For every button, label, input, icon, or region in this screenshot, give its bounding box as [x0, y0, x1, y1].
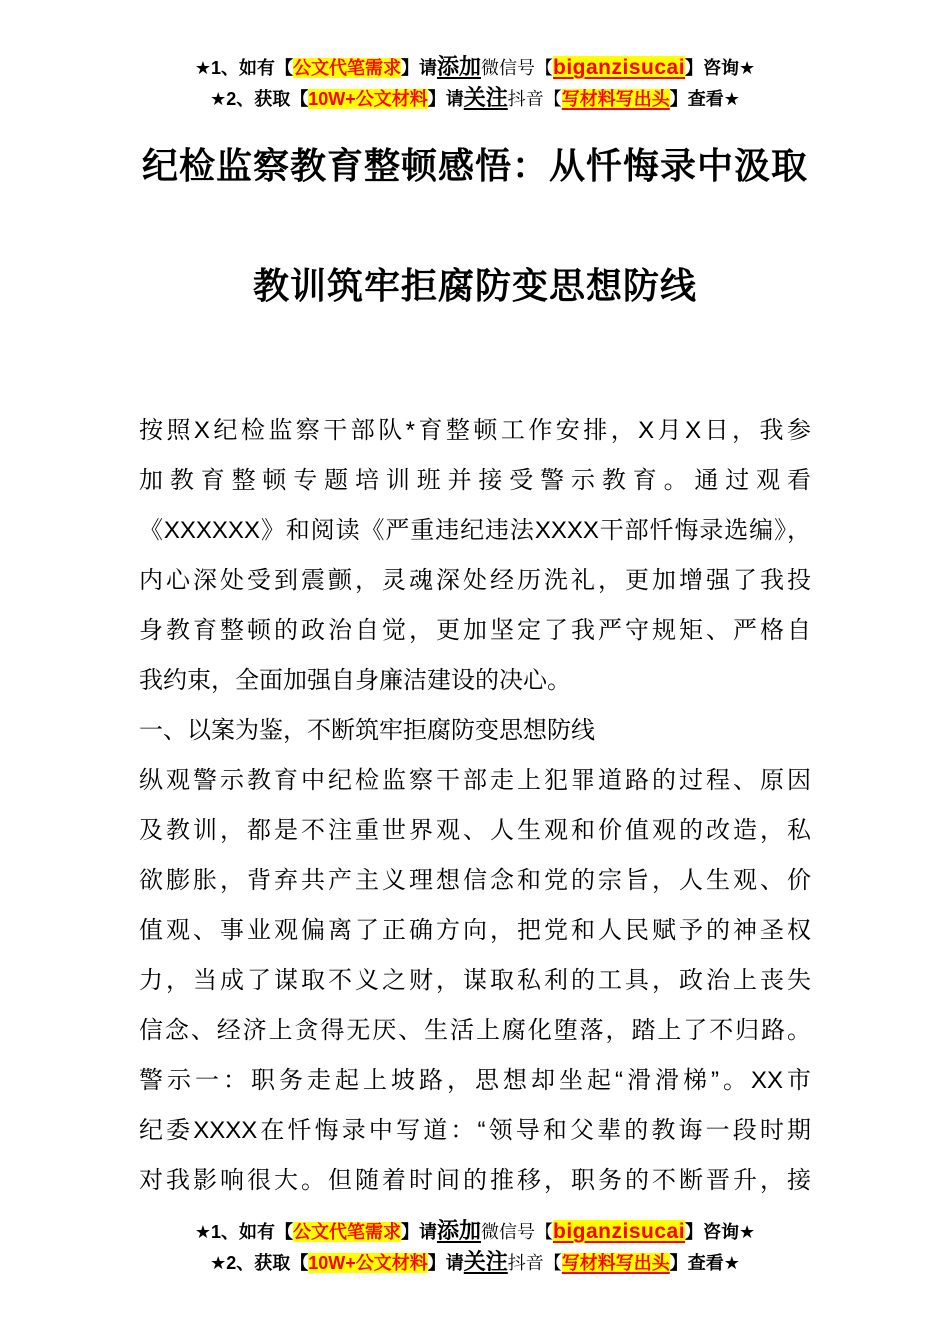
promo-header — [0, 0, 950, 114]
promo-footer-line-1 — [0, 1216, 950, 1247]
body-text-line: 纵观警示教育中纪检监察干部走上犯罪道路的过程、原因 — [139, 767, 811, 794]
promo-add-action: 添加 — [436, 1218, 481, 1243]
body-text-line: 身教育整顿的政治自觉，更加坚定了我严守规矩、严格自 — [139, 617, 811, 644]
body-text-line: 力，当成了谋取不义之财，谋取私利的工具，政治上丧失 — [139, 967, 811, 994]
body-text-line: 一、以案为鉴，不断筑牢拒腐防变思想防线 — [139, 717, 595, 744]
promo-wechat-id: biganzisucai — [553, 56, 686, 79]
promo-text: 】查看★ — [669, 1253, 740, 1273]
promo-header-line-2 — [0, 83, 950, 114]
promo-text: 】咨询★ — [685, 1222, 756, 1242]
body-text-line: 信念、经济上贪得无厌、生活上腐化堕落，踏上了不归路。 — [139, 1017, 811, 1044]
promo-text: ★2、获取【 — [210, 89, 309, 109]
body-text-line: 按照X纪检监察干部队*育整顿工作安排，X月X日，我参 — [139, 417, 811, 444]
promo-text: 微信号【 — [481, 58, 553, 78]
promo-highlight-materials: 10W+公文材料 — [308, 1253, 428, 1273]
promo-douyin-name: 写材料写出头 — [561, 1253, 670, 1273]
promo-footer — [0, 1216, 950, 1278]
promo-text: 抖音【 — [507, 89, 562, 109]
promo-text: 抖音【 — [507, 1253, 562, 1273]
promo-highlight-materials: 10W+公文材料 — [308, 89, 428, 109]
body-text-line: 我约束，全面加强自身廉洁建设的决心。 — [139, 667, 571, 694]
promo-wechat-id: biganzisucai — [553, 1220, 686, 1243]
promo-text: ★1、如有【 — [194, 58, 293, 78]
promo-text: ★1、如有【 — [194, 1222, 293, 1242]
promo-text: 】请 — [427, 1253, 464, 1273]
promo-text: 】咨询★ — [685, 58, 756, 78]
promo-text: ★2、获取【 — [210, 1253, 309, 1273]
promo-text: 微信号【 — [481, 1222, 553, 1242]
promo-highlight-writing-service: 公文代笔需求 — [292, 1222, 401, 1242]
body-text-line: 加教育整顿专题培训班并接受警示教育。通过观看 — [139, 467, 811, 494]
promo-add-action: 添加 — [436, 54, 481, 79]
body-text-line: 内心深处受到震颤，灵魂深处经历洗礼，更加增强了我投 — [139, 567, 811, 594]
promo-header-line-1 — [0, 52, 950, 83]
body-text-line: 欲膨胀，背弃共产主义理想信念和党的宗旨，人生观、价 — [139, 867, 811, 894]
promo-follow-action: 关注 — [463, 85, 508, 110]
body-text-line: 及教训，都是不注重世界观、人生观和价值观的改造，私 — [139, 817, 811, 844]
promo-text: 】查看★ — [669, 89, 740, 109]
promo-footer-line-2 — [0, 1247, 950, 1278]
promo-text: 】请 — [400, 58, 437, 78]
promo-follow-action: 关注 — [463, 1249, 508, 1274]
document-body — [139, 406, 811, 1206]
body-text-line: 纪委XXXX在忏悔录中写道：“领导和父辈的教诲一段时期 — [139, 1117, 811, 1144]
promo-highlight-writing-service: 公文代笔需求 — [292, 58, 401, 78]
body-text-line: 警示一：职务走起上坡路，思想却坐起“滑滑梯”。XX市 — [139, 1067, 811, 1094]
promo-text: 】请 — [427, 89, 464, 109]
body-text-line: 对我影响很大。但随着时间的推移，职务的不断晋升，接 — [139, 1167, 811, 1194]
document-title-line-1: 纪检监察教育整顿感悟：从忏悔录中汲取 — [141, 145, 808, 186]
promo-douyin-name: 写材料写出头 — [561, 89, 670, 109]
promo-text: 】请 — [400, 1222, 437, 1242]
body-text-line: 值观、事业观偏离了正确方向，把党和人民赋予的神圣权 — [139, 917, 811, 944]
document-title-line-2: 教训筑牢拒腐防变思想防线 — [252, 265, 697, 306]
body-text-line: 《XXXXXX》和阅读《严重违纪违法XXXX干部忏悔录选编》， — [139, 517, 811, 544]
